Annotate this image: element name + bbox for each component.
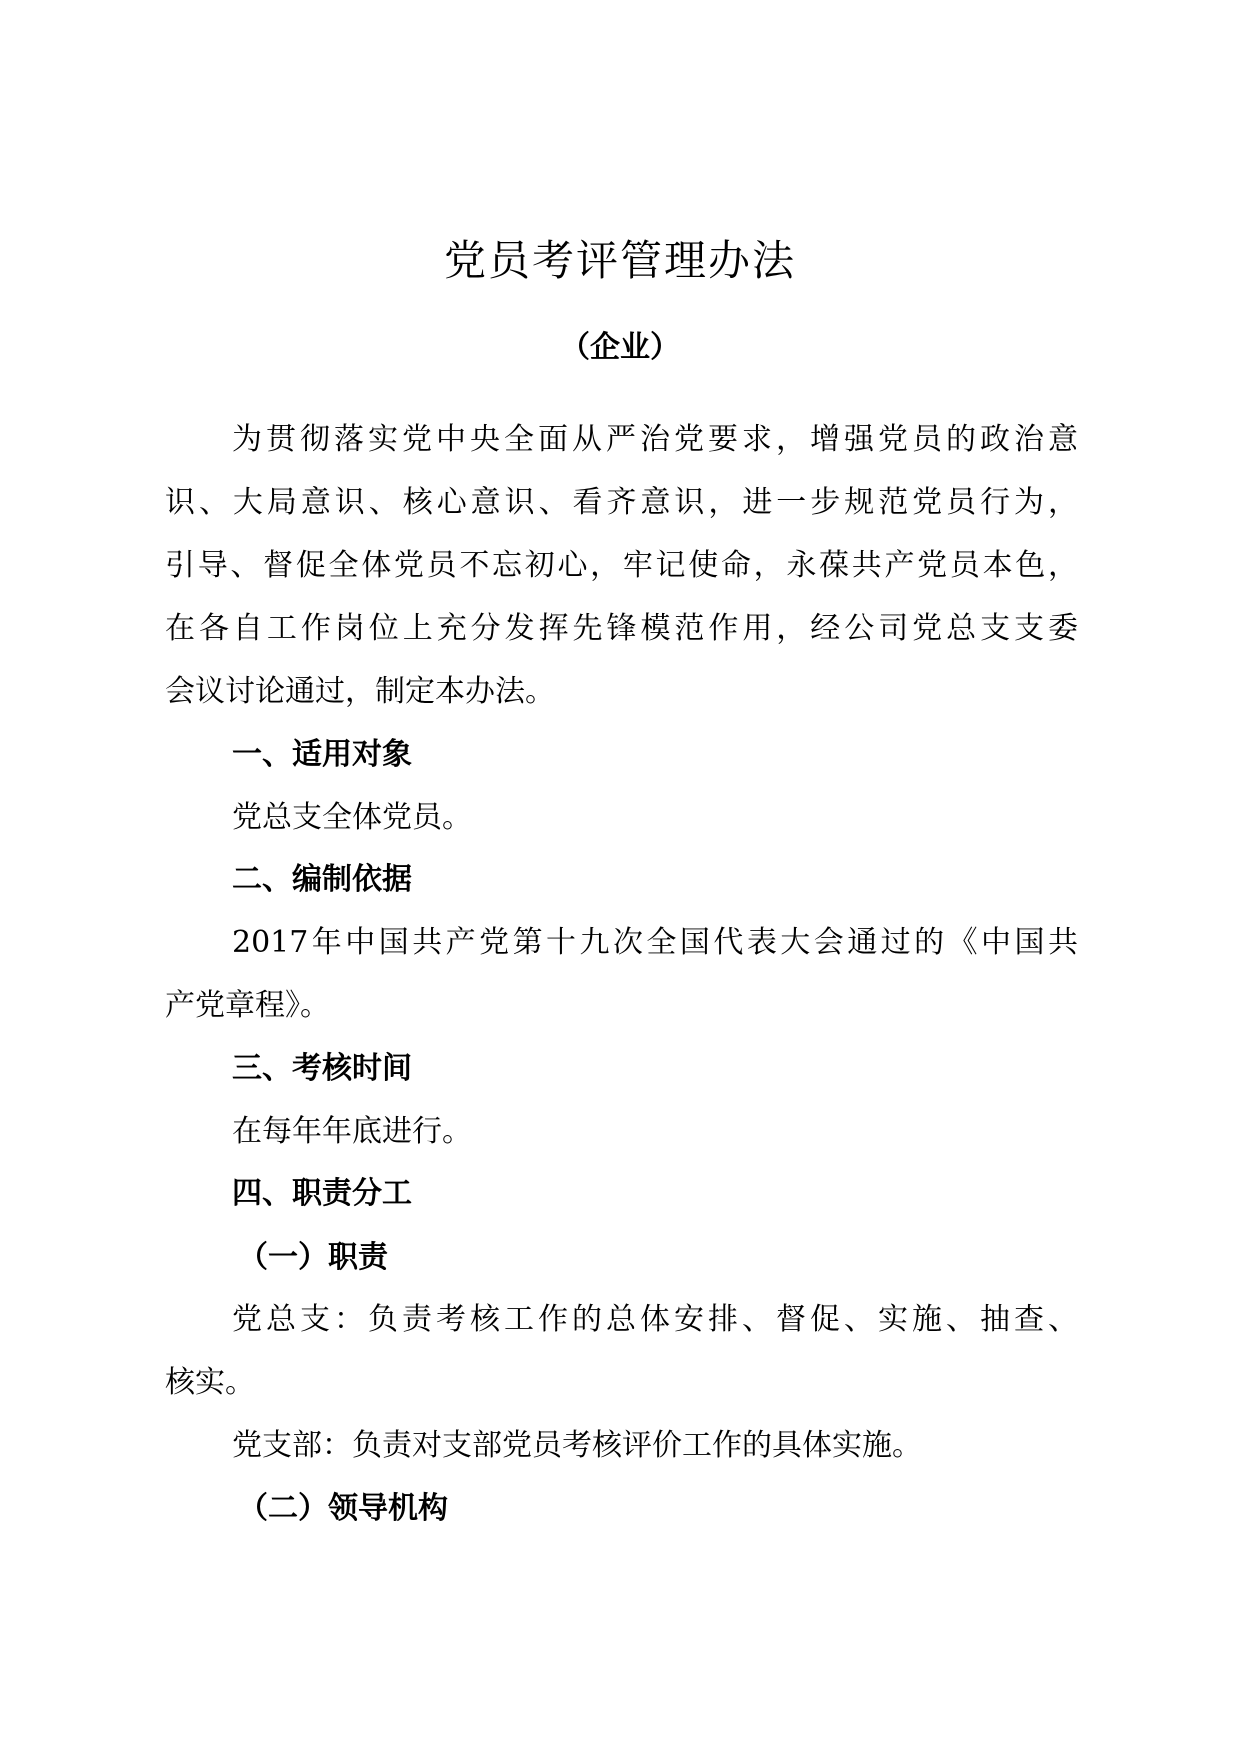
- intro-line: 识、大局意识、核心意识、看齐意识，进一步规范党员行为，: [165, 485, 1078, 520]
- section-text: 核实。: [165, 1365, 255, 1400]
- intro-line: 会议讨论通过，制定本办法。: [165, 674, 555, 709]
- section-text: 在每年年底进行。: [232, 1114, 472, 1149]
- subsection-heading: （一）职责: [238, 1240, 388, 1275]
- section-text: 产党章程》。: [165, 988, 330, 1023]
- document-title: 党员考评管理办法: [443, 236, 796, 285]
- section-text: 党总支：负责考核工作的总体安排、督促、实施、抽查、: [232, 1302, 1078, 1337]
- section-heading: 一、适用对象: [232, 737, 412, 772]
- section-heading: 三、考核时间: [232, 1051, 412, 1086]
- section-text: 党支部：负责对支部党员考核评价工作的具体实施。: [232, 1428, 922, 1463]
- subsection-heading: （二）领导机构: [238, 1491, 448, 1526]
- intro-line: 在各自工作岗位上充分发挥先锋模范作用，经公司党总支支委: [165, 611, 1078, 646]
- intro-line: 为贯彻落实党中央全面从严治党要求，增强党员的政治意: [232, 422, 1078, 457]
- section-text: 2017年中国共产党第十九次全国代表大会通过的《中国共: [232, 925, 1078, 960]
- section-heading: 二、编制依据: [232, 862, 412, 897]
- section-heading: 四、职责分工: [232, 1176, 412, 1211]
- intro-line: 引导、督促全体党员不忘初心，牢记使命，永葆共产党员本色，: [165, 548, 1078, 583]
- document-subtitle: （企业）: [560, 330, 680, 365]
- section-text: 党总支全体党员。: [232, 800, 472, 835]
